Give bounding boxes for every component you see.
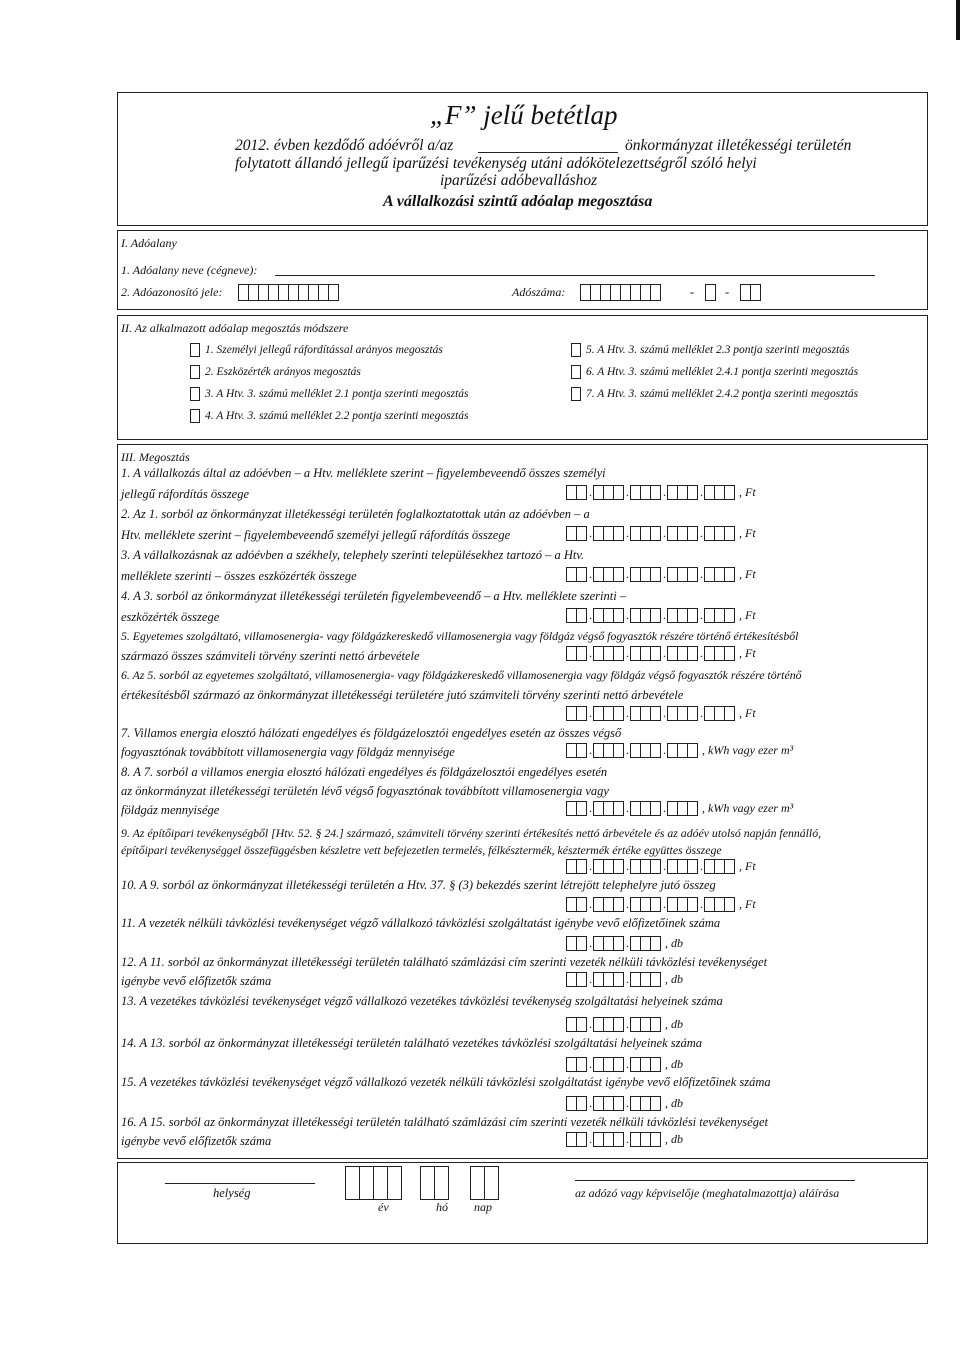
group-separator: . — [626, 485, 629, 499]
group-separator: . — [626, 1096, 629, 1110]
date-day-boxes[interactable] — [470, 1166, 499, 1200]
method-checkbox-5[interactable] — [571, 343, 581, 357]
row8-text-a: 8. A 7. sorból a villamos energia elosztó hálózati engedélyes és földgázelosztói engedélyes esetén — [121, 765, 608, 779]
entry-cell[interactable] — [650, 1017, 661, 1032]
row14-text-a: 14. A 13. sorból az önkormányzat illetékességi területén található vezetékes távközlési szolgáltatási helyeinek száma — [121, 1036, 703, 1050]
group-separator: . — [700, 859, 703, 873]
row15-count-boxes[interactable] — [566, 1095, 683, 1111]
entry-cell[interactable] — [576, 972, 587, 987]
group-separator: . — [589, 1096, 592, 1110]
group-separator: . — [626, 1017, 629, 1031]
group-separator: . — [589, 859, 592, 873]
place-field[interactable] — [165, 1183, 315, 1184]
entry-cell[interactable] — [724, 646, 735, 661]
entry-cell[interactable] — [650, 567, 661, 582]
entry-cell[interactable] — [724, 608, 735, 623]
group-separator: . — [626, 743, 629, 757]
group-separator: . — [589, 972, 592, 986]
entry-cell[interactable] — [470, 1166, 485, 1200]
row2-amount-boxes[interactable] — [566, 525, 756, 541]
entry-cell[interactable] — [613, 485, 624, 500]
method-checkbox-1[interactable] — [190, 343, 200, 357]
entry-cell[interactable] — [613, 567, 624, 582]
entry-cell[interactable] — [650, 1057, 661, 1072]
row3-text-b: melléklete szerinti – összes eszközérték összege — [121, 569, 357, 583]
header-line1-a: 2012. évben kezdődő adóévről a/az — [235, 137, 454, 154]
entry-cell[interactable] — [687, 897, 698, 912]
group-separator: . — [663, 859, 666, 873]
group-separator: . — [589, 706, 592, 720]
signature-field[interactable] — [575, 1180, 855, 1181]
group-separator: . — [700, 526, 703, 540]
group-separator: . — [626, 608, 629, 622]
group-separator: . — [626, 801, 629, 815]
entry-cell[interactable] — [613, 1057, 624, 1072]
unit-label: , db — [665, 1057, 683, 1071]
group-separator: . — [626, 897, 629, 911]
header-line2: folytatott állandó jellegű iparűzési tevékenység utáni adókötelezettségről szóló helyi — [235, 155, 757, 172]
entry-cell[interactable] — [750, 284, 761, 301]
group-separator: . — [589, 897, 592, 911]
entry-cell[interactable] — [576, 859, 587, 874]
method-option-1: 1. Személyi jellegű ráfordítással arányos megosztás — [205, 344, 443, 356]
row6-amount-boxes[interactable] — [566, 705, 756, 721]
entry-cell[interactable] — [613, 859, 624, 874]
row5-text-a: 5. Egyetemes szolgáltató, villamosenergia- vagy földgázkereskedő villamosenergia vagy földgáz végső fogyasztók részére történő értékesítésből — [121, 629, 799, 643]
date-month-boxes[interactable] — [420, 1166, 449, 1200]
method-option-4: 4. A Htv. 3. számú melléklet 2.2 pontja szerinti megosztás — [205, 410, 469, 422]
entry-cell[interactable] — [613, 1132, 624, 1147]
row16-text-b: igénybe vevő előfizetők száma — [121, 1134, 272, 1148]
section3-heading: III. Megosztás — [121, 450, 190, 464]
group-separator: . — [700, 706, 703, 720]
unit-label: , Ft — [739, 646, 756, 660]
group-separator: . — [663, 743, 666, 757]
row16-text-a: 16. A 15. sorból az önkormányzat illetékességi területén található számlázási cím szerinti vezeték nélküli távközlési tevékenységet — [121, 1115, 768, 1129]
entry-cell[interactable] — [576, 567, 587, 582]
row15-text-a: 15. A vezetékes távközlési tevékenységet végző vállalkozó vezeték nélküli távközlési szolgáltatást igénybe vevő előfizetőinek száma — [121, 1075, 771, 1089]
row12-text-b: igénybe vevő előfizetők száma — [121, 974, 272, 988]
footer-frame — [117, 1162, 928, 1244]
entry-cell[interactable] — [345, 1166, 360, 1200]
form-title: „F” jelű betétlap — [430, 100, 618, 130]
entry-cell[interactable] — [613, 972, 624, 987]
entry-cell[interactable] — [724, 567, 735, 582]
unit-label: , Ft — [739, 897, 756, 911]
group-separator: . — [626, 706, 629, 720]
method-checkbox-3[interactable] — [190, 387, 200, 401]
group-separator: . — [589, 485, 592, 499]
entry-cell[interactable] — [576, 706, 587, 721]
entry-cell[interactable] — [687, 526, 698, 541]
method-option-2: 2. Eszközérték arányos megosztás — [205, 366, 361, 378]
row9-text-b: építőipari tevékenységgel összefüggésben készletre vett befejezetlen termelés, félkésztermék, késztermék értéke együttes összege — [121, 843, 722, 857]
group-separator: . — [700, 485, 703, 499]
group-separator: . — [589, 936, 592, 950]
unit-label: , Ft — [739, 526, 756, 540]
entry-cell[interactable] — [650, 897, 661, 912]
method-checkbox-7[interactable] — [571, 387, 581, 401]
group-separator: . — [589, 1017, 592, 1031]
entry-cell[interactable] — [328, 284, 339, 301]
entry-cell[interactable] — [724, 485, 735, 500]
unit-label: , Ft — [739, 859, 756, 873]
group-separator: . — [663, 608, 666, 622]
entry-cell[interactable] — [650, 1132, 661, 1147]
entry-cell[interactable] — [650, 485, 661, 500]
entry-cell[interactable] — [650, 743, 661, 758]
group-separator: . — [589, 646, 592, 660]
entry-cell[interactable] — [650, 1096, 661, 1111]
unit-label: , db — [665, 1096, 683, 1110]
row16-count-boxes[interactable] — [566, 1131, 683, 1147]
method-checkbox-6[interactable] — [571, 365, 581, 379]
entry-cell[interactable] — [613, 706, 624, 721]
group-separator: . — [589, 608, 592, 622]
entry-cell[interactable] — [724, 859, 735, 874]
entry-cell[interactable] — [613, 801, 624, 816]
entry-cell[interactable] — [613, 1096, 624, 1111]
tax-number-boxes-b[interactable] — [705, 283, 716, 301]
entry-cell[interactable] — [687, 706, 698, 721]
entry-cell[interactable] — [576, 936, 587, 951]
entry-cell[interactable] — [687, 743, 698, 758]
entry-cell[interactable] — [650, 608, 661, 623]
unit-label: , db — [665, 1132, 683, 1146]
method-checkbox-2[interactable] — [190, 365, 200, 379]
entry-cell[interactable] — [576, 526, 587, 541]
entry-cell[interactable] — [613, 608, 624, 623]
row11-text-a: 11. A vezeték nélküli távközlési tevékenységet végző vállalkozó távközlési szolgáltatást igénybe vevő előfizetőinek száma — [121, 916, 721, 930]
entry-cell[interactable] — [687, 859, 698, 874]
row9-amount-boxes[interactable] — [566, 858, 756, 874]
entry-cell[interactable] — [613, 743, 624, 758]
entry-cell[interactable] — [650, 972, 661, 987]
row2-text-b: Htv. melléklete szerint – figyelembeveendő személyi jellegű ráfordítás összege — [121, 528, 511, 542]
entry-cell[interactable] — [724, 706, 735, 721]
entry-cell[interactable] — [576, 1017, 587, 1032]
row8-text-c: földgáz mennyisége — [121, 803, 220, 817]
entry-cell[interactable] — [576, 1057, 587, 1072]
group-separator: . — [700, 646, 703, 660]
row3-text-a: 3. A vállalkozásnak az adóévben a székhely, telephely szerinti településekhez tartozó – a Htv. — [121, 548, 585, 562]
row10-amount-boxes[interactable] — [566, 896, 756, 912]
row12-count-boxes[interactable] — [566, 971, 683, 987]
entry-cell[interactable] — [576, 1132, 587, 1147]
row9-text-a: 9. Az építőipari tevékenységből [Htv. 52. § 24.] származó, számviteli törvény szerinti értékesítés nettó árbevétele és az adóév utolsó napján fennálló, — [121, 826, 822, 840]
entry-cell[interactable] — [650, 706, 661, 721]
entry-cell[interactable] — [387, 1166, 402, 1200]
group-separator: . — [663, 706, 666, 720]
header-line3: iparűzési adóbevalláshoz — [440, 172, 598, 189]
row13-text-a: 13. A vezetékes távközlési tevékenységet végző vállalkozó vezetékes távközlési tevékenység szolgáltatási helyeinek száma — [121, 994, 723, 1008]
group-separator: . — [589, 801, 592, 815]
group-separator: . — [663, 485, 666, 499]
group-separator: . — [626, 1057, 629, 1071]
taxpayer-id-label: 2. Adóazonosító jele: — [121, 285, 223, 299]
row3-amount-boxes[interactable] — [566, 566, 756, 582]
unit-label: , db — [665, 972, 683, 986]
entry-cell[interactable] — [576, 743, 587, 758]
entry-cell[interactable] — [687, 801, 698, 816]
entry-cell[interactable] — [576, 485, 587, 500]
taxpayer-id-boxes[interactable] — [238, 283, 339, 301]
unit-label: , Ft — [739, 608, 756, 622]
group-separator: . — [663, 526, 666, 540]
entry-cell[interactable] — [650, 801, 661, 816]
date-day-label: nap — [474, 1200, 492, 1214]
entry-cell[interactable] — [576, 897, 587, 912]
tax-number-boxes-a[interactable] — [580, 283, 661, 301]
group-separator: . — [589, 1057, 592, 1071]
unit-label: , kWh vagy ezer m³ — [702, 743, 794, 757]
signature-label: az adózó vagy képviselője (meghatalmazottja) aláírása — [575, 1186, 840, 1200]
entry-cell[interactable] — [613, 936, 624, 951]
group-separator: . — [626, 859, 629, 873]
method-option-5: 5. A Htv. 3. számú melléklet 2.3 pontja szerinti megosztás — [586, 344, 850, 356]
entry-cell[interactable] — [705, 284, 716, 301]
entry-cell[interactable] — [420, 1166, 435, 1200]
entry-cell[interactable] — [724, 897, 735, 912]
row8-quantity-boxes[interactable] — [566, 800, 793, 816]
row4-text-a: 4. A 3. sorból az önkormányzat illetékességi területén figyelembeveendő – a Htv. melléklete szerinti – — [121, 589, 627, 603]
entry-cell[interactable] — [359, 1166, 374, 1200]
row6-text-b: értékesítésből származó az önkormányzat illetékességi területére jutó számviteli törvény szerinti nettó árbevétele — [121, 688, 684, 702]
entry-cell[interactable] — [613, 897, 624, 912]
entry-cell[interactable] — [576, 646, 587, 661]
group-separator: . — [663, 646, 666, 660]
row4-text-b: eszközérték összege — [121, 610, 220, 624]
entry-cell[interactable] — [434, 1166, 449, 1200]
entry-cell[interactable] — [576, 801, 587, 816]
entry-cell[interactable] — [650, 526, 661, 541]
group-separator: . — [589, 743, 592, 757]
entry-cell[interactable] — [484, 1166, 499, 1200]
group-separator: . — [626, 526, 629, 540]
unit-label: , db — [665, 1017, 683, 1031]
group-separator: . — [663, 801, 666, 815]
group-separator: . — [700, 567, 703, 581]
entry-cell[interactable] — [613, 526, 624, 541]
group-separator: . — [626, 972, 629, 986]
group-separator: . — [589, 1132, 592, 1146]
entry-cell[interactable] — [650, 284, 661, 301]
entry-cell[interactable] — [613, 1017, 624, 1032]
unit-label: , kWh vagy ezer m³ — [702, 801, 794, 815]
entry-cell[interactable] — [687, 646, 698, 661]
tax-number-dash-1: - — [690, 285, 695, 299]
entry-cell[interactable] — [687, 567, 698, 582]
unit-label: , Ft — [739, 567, 756, 581]
method-option-7: 7. A Htv. 3. számú melléklet 2.4.2 pontja szerinti megosztás — [586, 388, 859, 400]
tax-number-dash-2: - — [725, 285, 730, 299]
header-line1-b: önkormányzat illetékességi területén — [625, 137, 852, 154]
group-separator: . — [589, 567, 592, 581]
group-separator: . — [700, 608, 703, 622]
entry-cell[interactable] — [576, 1096, 587, 1111]
taxpayer-name-label: 1. Adóalany neve (cégneve): — [121, 263, 258, 277]
row7-quantity-boxes[interactable] — [566, 742, 793, 758]
row1-text-a: 1. A vállalkozás által az adóévben – a Htv. melléklete szerint – figyelembeveendő összes személyi — [121, 466, 606, 480]
row14-count-boxes[interactable] — [566, 1056, 683, 1072]
entry-cell[interactable] — [724, 526, 735, 541]
group-separator: . — [626, 646, 629, 660]
municipality-field[interactable] — [478, 152, 618, 153]
group-separator: . — [626, 936, 629, 950]
group-separator: . — [663, 897, 666, 911]
method-option-3: 3. A Htv. 3. számú melléklet 2.1 pontja szerinti megosztás — [205, 388, 469, 400]
date-year-label: év — [378, 1200, 389, 1214]
group-separator: . — [589, 526, 592, 540]
entry-cell[interactable] — [613, 646, 624, 661]
section1-heading: I. Adóalany — [121, 236, 177, 250]
entry-cell[interactable] — [650, 936, 661, 951]
row10-text-a: 10. A 9. sorból az önkormányzat illetékességi területén a Htv. 37. § (3) bekezdés szerint létrejött telephelyre jutó összeg — [121, 878, 716, 892]
group-separator: . — [700, 897, 703, 911]
entry-cell[interactable] — [687, 608, 698, 623]
row7-text-b: fogyasztónak továbbított villamosenergia vagy földgáz mennyisége — [121, 745, 455, 759]
row1-text-b: jellegű ráfordítás összege — [121, 487, 250, 501]
group-separator: . — [626, 1132, 629, 1146]
entry-cell[interactable] — [576, 608, 587, 623]
group-separator: . — [663, 567, 666, 581]
row5-amount-boxes[interactable] — [566, 645, 756, 661]
row7-text-a: 7. Villamos energia elosztó hálózati engedélyes és földgázelosztói engedélyes esetén az összes végső — [121, 726, 622, 740]
tax-number-boxes-c[interactable] — [740, 283, 761, 301]
row2-text-a: 2. Az 1. sorból az önkormányzat illetékességi területén foglalkoztatottak után az adóévben – a — [121, 507, 590, 521]
entry-cell[interactable] — [373, 1166, 388, 1200]
unit-label: , Ft — [739, 706, 756, 720]
entry-cell[interactable] — [650, 646, 661, 661]
row12-text-a: 12. A 11. sorból az önkormányzat illetékességi területén található számlázási cím szerinti vezeték nélküli távközlési tevékenységet — [121, 955, 768, 969]
unit-label: , db — [665, 936, 683, 950]
header-line4: A vállalkozási szintű adóalap megosztása — [383, 193, 653, 210]
entry-cell[interactable] — [687, 485, 698, 500]
row13-count-boxes[interactable] — [566, 1016, 683, 1032]
scan-edge-mark — [956, 0, 960, 40]
row4-amount-boxes[interactable] — [566, 607, 756, 623]
taxpayer-name-field[interactable] — [275, 275, 875, 276]
row1-amount-boxes[interactable] — [566, 484, 756, 500]
row5-text-b: származó összes számviteli törvény szerinti nettó árbevétele — [121, 649, 420, 663]
entry-cell[interactable] — [650, 859, 661, 874]
date-month-label: hó — [436, 1200, 448, 1214]
tax-number-label: Adószáma: — [512, 285, 566, 299]
section2-heading: II. Az alkalmazott adóalap megosztás módszere — [121, 321, 349, 335]
date-year-boxes[interactable] — [345, 1166, 402, 1200]
method-option-6: 6. A Htv. 3. számú melléklet 2.4.1 pontja szerinti megosztás — [586, 366, 859, 378]
row8-text-b: az önkormányzat illetékességi területén lévő végső fogyasztónak továbbított villamosenergia vagy — [121, 784, 609, 798]
group-separator: . — [626, 567, 629, 581]
row11-count-boxes[interactable] — [566, 935, 683, 951]
unit-label: , Ft — [739, 485, 756, 499]
row6-text-a: 6. Az 5. sorból az egyetemes szolgáltató, villamosenergia- vagy földgázkereskedő villamosenergia vagy földgáz végső fogyasztók részére történő — [121, 668, 802, 682]
method-checkbox-4[interactable] — [190, 409, 200, 423]
place-label: helység — [213, 1186, 251, 1200]
